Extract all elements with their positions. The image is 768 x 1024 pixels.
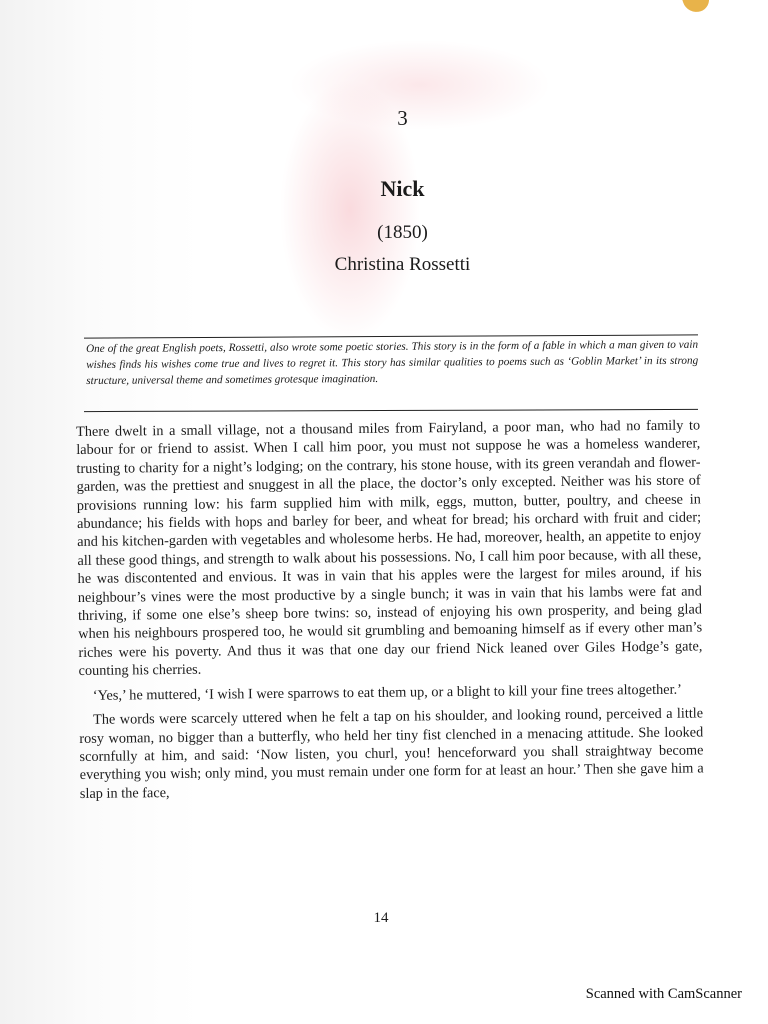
chapter-title: Nick [380,176,425,201]
scanner-watermark: Scanned with CamScanner [585,986,742,1002]
chapter-author: Christina Rossetti [334,254,471,275]
intro-bottom-rule [84,409,698,412]
story-paragraph: There dwelt in a small village, not a thousand miles from Fairyland, a poor man, who had no family to labour for or friend to assist. When I call him poor, you must not suppose he was a homeless wanderer, trusting to charity for a night’s lodging; on the contrary, his stone house, with its green verandah and flower-garden, was the prettiest and snuggest in all the place, the doctor’s only excepted. Neither was his store of provisions running low: his farm supplied him with milk, eggs, mutton, butter, poultry, and cheese in abundance; his fields with hops and barley for beer, and wheat for bread; his orchard with fruit and cider; and his kitchen-garden with vegetables and wholesome herbs. He had, moreover, health, an appetite to enjoy all these good things, and strength to walk about his possessions. No, I call him poor because, with all these, he was discontented and envious. It was in vain that his apples were the largest for miles around, if his neighbour’s vines were the most productive by a single bunch; it was in vain that his lambs were fat and thriving, if some one else’s sheep bore twins: so, instead of enjoying his own prosperity, and being glad when his neighbours prospered too, he would sit grumbling and bemoaning himself as if every other man’s riches were his poverty. And thus it was that one day our friend Nick leaned over Giles Hodge’s gate, counting his cherries. [76,417,703,680]
story-paragraph: ‘Yes,’ he muttered, ‘I wish I were sparrows to eat them up, or a blight to kill your fine trees altogether.’ [92,681,682,704]
story-paragraph: The words were scarcely uttered when he felt a tap on his shoulder, and looking round, perceived a little rosy woman, no bigger than a butterfly, who held her tiny fist clenched in a menacing attitude. She looked scornfully at him, and said: ‘Now listen, you churl, you! henceforward you shall straightway become everything you wish; only mind, you must remain under one form for at least an hour.’ Then she gave him a slap in the face, [79,705,704,802]
intro-blurb: One of the great English poets, Rossetti, also wrote some poetic stories. This story is in the form of a fable in which a man given to vain wishes finds his wishes come true and lives to regret it. This story has similar qualities to poems such as ‘Goblin Market’ in its strong structure, universal theme and sometimes grotesque imagination. [86,338,699,387]
story-body [76,416,704,809]
chapter-number: 3 [397,106,408,130]
page-number: 14 [373,910,389,926]
chapter-year: (1850) [377,222,428,243]
corner-tab-mark [682,0,712,16]
